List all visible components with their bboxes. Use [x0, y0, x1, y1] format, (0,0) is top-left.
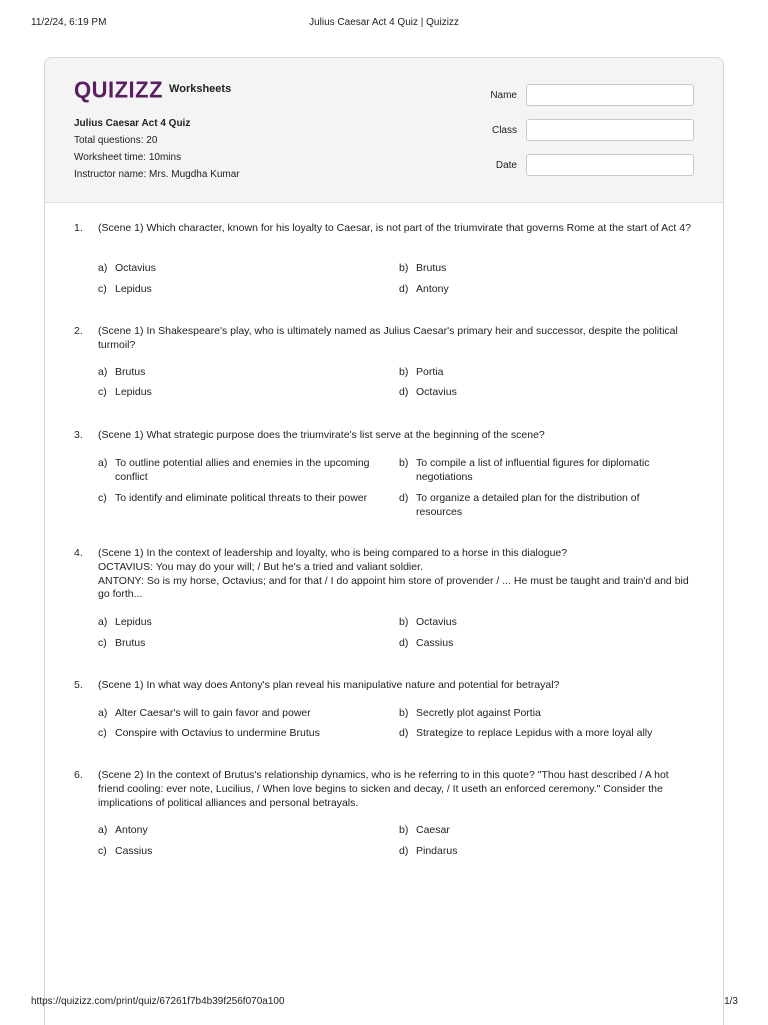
question-2 [74, 325, 694, 415]
quiz-meta [74, 115, 240, 183]
print-page-title: Julius Caesar Act 4 Quiz | Quizizz [309, 17, 459, 28]
worksheet [44, 57, 724, 1025]
option-b: b) Brutus [399, 262, 447, 274]
option-a: a) To outline potential allies and enemies in the upcoming conflict [98, 457, 370, 483]
class-label: Class [491, 124, 517, 136]
question-number: 1. [74, 222, 83, 234]
quiz-title: Julius Caesar Act 4 Quiz [74, 118, 191, 129]
option-d: d) Pindarus [399, 845, 458, 857]
question-line: (Scene 1) In the context of leadership and loyalty, who is being compared to a horse in this dialogue? [98, 547, 568, 559]
class-field[interactable] [526, 119, 694, 141]
question-text: (Scene 2) In the context of Brutus's relationship dynamics, who is he referring to in this quote? "Thou hast described / A hot friend cooling: ever note, Lucilius, / When love begins to sicken and decay, / It useth an enforced ceremony." Consider the implications of political alliances and personal betrayals. [98, 769, 669, 809]
worksheet-time: Worksheet time: 10mins [74, 152, 182, 163]
option-a: a) Brutus [98, 366, 146, 378]
question-number: 5. [74, 679, 83, 691]
option-c: c) Lepidus [98, 386, 152, 398]
option-b: b) To compile a list of influential figures for diplomatic negotiations [399, 457, 650, 483]
question-text: (Scene 1) In Shakespeare's play, who is ultimately named as Julius Caesar's primary heir and successor, despite the political turmoil? [98, 325, 678, 351]
worksheet-header [45, 58, 723, 203]
print-header [0, 17, 768, 31]
question-4 [74, 547, 694, 657]
option-c: c) Lepidus [98, 283, 152, 295]
option-b: b) Caesar [399, 824, 450, 836]
option-a: a) Octavius [98, 262, 156, 274]
option-a: a) Lepidus [98, 616, 152, 628]
question-6 [74, 769, 694, 869]
option-d: d) Strategize to replace Lepidus with a more loyal ally [399, 727, 653, 739]
question-number: 3. [74, 429, 83, 441]
question-number: 4. [74, 547, 83, 559]
quizizz-logo [74, 78, 231, 102]
date-field-row [457, 154, 694, 176]
question-number: 6. [74, 769, 83, 781]
option-c: c) To identify and eliminate political threats to their power [98, 492, 368, 504]
question-text: (Scene 1) In what way does Antony's plan reveal his manipulative nature and potential for betrayal? [98, 679, 560, 691]
option-b: b) Octavius [399, 616, 457, 628]
question-text: (Scene 1) Which character, known for his loyalty to Caesar, is not part of the triumvirate that governs Rome at the start of Act 4? [98, 222, 691, 234]
print-timestamp: 11/2/24, 6:19 PM [31, 17, 107, 28]
question-3 [74, 429, 694, 529]
option-a: a) Antony [98, 824, 148, 836]
date-label: Date [495, 159, 517, 171]
option-d: d) Cassius [399, 637, 454, 649]
question-5 [74, 679, 694, 749]
question-text [98, 547, 694, 602]
logo-wordmark: QUIZIZZ [74, 76, 164, 103]
date-field[interactable] [526, 154, 694, 176]
name-label: Name [490, 89, 517, 101]
class-field-row [457, 119, 694, 141]
question-number: 2. [74, 325, 83, 337]
question-line: ANTONY: So is my horse, Octavius; and for that / I do appoint him store of provender / ... He must be taught and train'd and bid go forth... [98, 574, 689, 601]
option-d: d) To organize a detailed plan for the distribution of resources [399, 492, 640, 518]
option-c: c) Conspire with Octavius to undermine Brutus [98, 727, 320, 739]
option-c: c) Cassius [98, 845, 153, 857]
option-d: d) Octavius [399, 386, 457, 398]
page-number: 1/3 [724, 996, 738, 1007]
option-a: a) Alter Caesar's will to gain favor and power [98, 707, 311, 719]
option-b: b) Portia [399, 366, 444, 378]
total-questions: Total questions: 20 [74, 135, 158, 146]
instructor-name: Instructor name: Mrs. Mugdha Kumar [74, 169, 240, 180]
logo-subtitle: Worksheets [169, 83, 232, 95]
option-b: b) Secretly plot against Portia [399, 707, 541, 719]
question-text: (Scene 1) What strategic purpose does the triumvirate's list serve at the beginning of the scene? [98, 429, 545, 441]
name-field-row [457, 84, 694, 106]
option-c: c) Brutus [98, 637, 146, 649]
option-d: d) Antony [399, 283, 449, 295]
name-field[interactable] [526, 84, 694, 106]
question-line: OCTAVIUS: You may do your will; / But he's a tried and valiant soldier. [98, 560, 423, 573]
print-footer [0, 996, 768, 1010]
print-url[interactable]: https://quizizz.com/print/quiz/67261f7b4b39f256f070a100 [31, 996, 285, 1007]
question-1 [74, 222, 694, 312]
